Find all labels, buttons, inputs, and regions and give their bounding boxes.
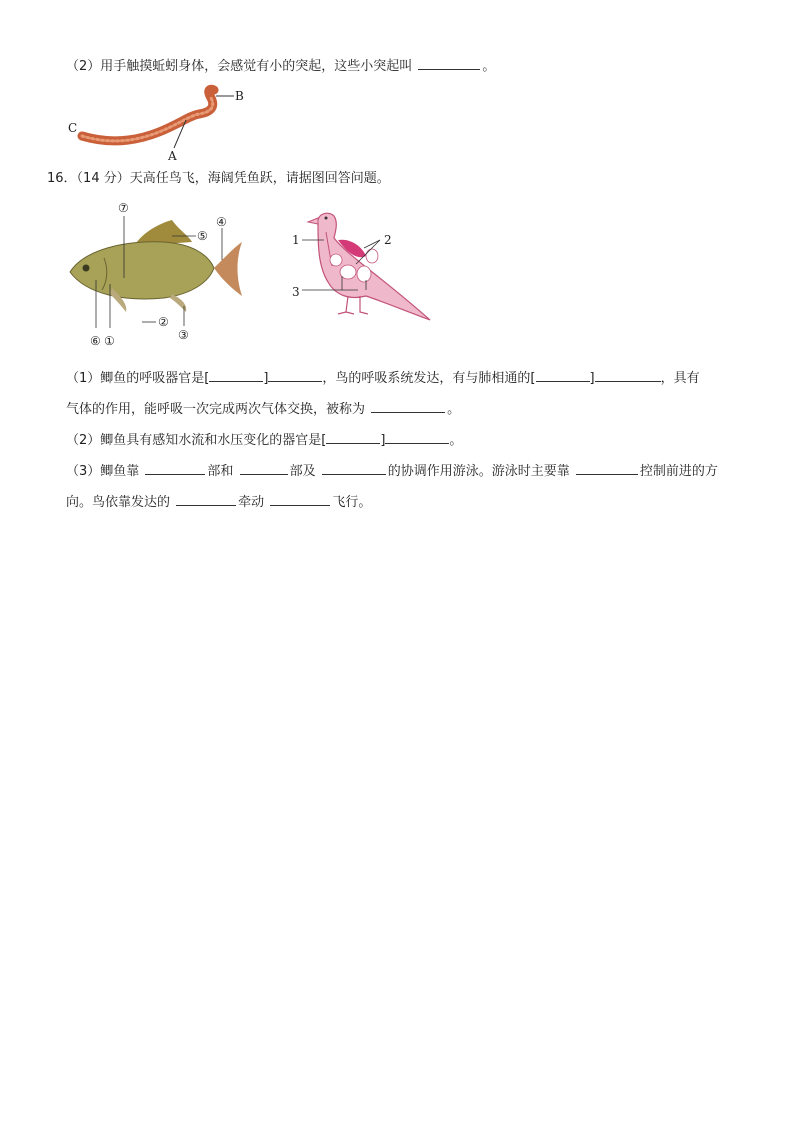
worm-label-a: A	[168, 149, 177, 163]
fish-eye	[83, 265, 90, 272]
answer-blank-wings[interactable]	[270, 491, 330, 506]
q16-header: 16．（14 分）天高任鸟飞，海阔凭鱼跃，请据图回答问题。	[47, 171, 390, 186]
fish-label-7: ⑦	[118, 201, 129, 215]
fish-label-5: ⑤	[197, 229, 208, 243]
fish-label-4: ④	[216, 215, 227, 229]
answer-blank-breast-muscle[interactable]	[176, 491, 236, 506]
answer-blank-fish-organ-number[interactable]	[209, 367, 263, 382]
bird-label-1: 1	[292, 233, 300, 247]
bird-beak	[308, 218, 318, 224]
answer-blank-bird-structure-name[interactable]	[595, 367, 661, 382]
air-sac	[330, 254, 342, 266]
earthworm-figure	[64, 84, 264, 164]
worm-label-b: B	[235, 89, 244, 103]
bird-figure	[288, 204, 438, 324]
bird-eye	[325, 217, 328, 220]
bird-label-2: 2	[384, 233, 392, 247]
fish-label-3: ③	[178, 328, 189, 342]
air-sac	[366, 249, 378, 263]
bird-body	[318, 213, 430, 320]
worm-label-c: C	[68, 121, 78, 135]
q15-part2-text: （2）用手触摸蚯蚓身体，会感觉有小的突起，这些小突起叫	[66, 59, 413, 74]
fish-body	[70, 242, 214, 299]
crucian-carp-figure	[64, 198, 254, 350]
q16-part1-line2: 气体的作用，能呼吸一次完成两次气体交换，被称为 。	[66, 398, 460, 420]
answer-blank-lateral-line-number[interactable]	[326, 429, 380, 444]
tail-fin	[214, 242, 242, 296]
bird-label-3: 3	[292, 285, 300, 299]
answer-blank-swim-fins[interactable]	[322, 460, 386, 475]
q16-part2-line: （2）鲫鱼具有感知水流和水压变化的器官是[ ] 。	[66, 429, 462, 451]
air-sac	[357, 266, 371, 282]
q16-part3-line2: 向。鸟依靠发达的 牵动 飞行。	[66, 491, 371, 513]
answer-blank-bristles[interactable]	[418, 55, 480, 70]
answer-blank-fish-organ-name[interactable]	[268, 367, 322, 382]
fish-label-6: ⑥	[90, 334, 101, 348]
answer-blank-swim-part2[interactable]	[240, 460, 288, 475]
answer-blank-bird-structure-number[interactable]	[536, 367, 590, 382]
fish-label-1: ①	[104, 334, 115, 348]
answer-blank-swim-part1[interactable]	[145, 460, 205, 475]
q16-part1-line1: （1）鲫鱼的呼吸器官是[ ] ，鸟的呼吸系统发达，有与肺相通的[ ] ，具有	[66, 367, 700, 389]
fish-label-2: ②	[158, 315, 169, 329]
q16-part3-line1: （3）鲫鱼靠 部和 部及 的协调作用游泳。游泳时主要靠 控制前进的方	[66, 460, 718, 482]
q15-part2-line: （2）用手触摸蚯蚓身体，会感觉有小的突起，这些小突起叫 。	[66, 55, 495, 77]
bird-legs	[338, 296, 368, 314]
answer-blank-lateral-line-name[interactable]	[385, 429, 449, 444]
answer-blank-steering-fin[interactable]	[576, 460, 638, 475]
answer-blank-double-respiration[interactable]	[371, 398, 445, 413]
